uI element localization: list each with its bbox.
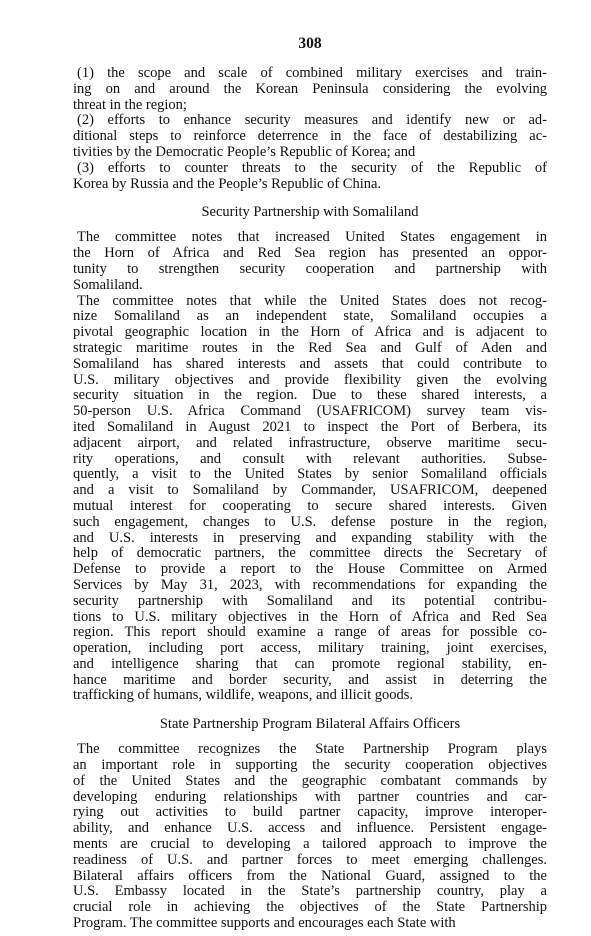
- page-body: [73, 66, 547, 932]
- text-line: ditional steps to reinforce deterrence in the face of destabilizing ac-: [73, 129, 547, 145]
- text-line: (1) the scope and scale of combined military exercises and train-: [77, 66, 547, 81]
- text-line: readiness of U.S. and partner forces to meet emerging challenges.: [73, 852, 547, 868]
- text-line: security partnership with Somaliland and its potential contribu-: [73, 593, 547, 609]
- section-heading: State Partnership Program Bilateral Affairs Officers: [159, 716, 461, 733]
- text-line: Bilateral affairs officers from the National Guard, assigned to the: [73, 868, 547, 884]
- text-line: crucial role in achieving the objectives of the State Partnership: [73, 900, 547, 916]
- text-line: tivities by the Democratic People’s Republic of Korea; and: [73, 144, 416, 160]
- text-line: region. This report should examine a range of areas for possible co-: [73, 625, 547, 641]
- text-line: tions to U.S. military objectives in the Horn of Africa and Red Sea: [73, 609, 547, 625]
- text-line: Somaliland has shared interests and assets that could contribute to: [73, 356, 547, 372]
- text-line: rity operations, and consult with relevant authorities. Subse-: [73, 451, 547, 467]
- text-line: help of democratic partners, the committee directs the Secretary of: [73, 546, 547, 562]
- document-page: [73, 34, 547, 932]
- text-line: The committee recognizes the State Partnership Program plays: [77, 742, 547, 758]
- text-line: quently, a visit to the United States by senior Somaliland officials: [73, 467, 547, 483]
- text-line: (2) efforts to enhance security measures and identify new or ad-: [77, 113, 547, 129]
- text-line: ments are crucial to developing a tailored approach to improve the: [73, 837, 547, 853]
- text-line: mutual interest for cooperating to secure shared interests. Given: [73, 498, 547, 514]
- text-line: hance maritime and border security, and assist in deterring the: [73, 672, 547, 688]
- text-line: U.S. Embassy located in the State’s partnership country, play a: [73, 884, 547, 900]
- text-line: such engagement, changes to U.S. defense posture in the region,: [73, 514, 547, 530]
- text-line: Somaliland.: [73, 277, 143, 293]
- list-item: [73, 66, 547, 113]
- text-line: rying out activities to build partner capacity, improve interoper-: [73, 805, 547, 821]
- text-line: Services by May 31, 2023, with recommendations for expanding the: [73, 577, 547, 593]
- text-line: and U.S. interests in preserving and expanding stability with the: [73, 530, 547, 546]
- paragraph: [73, 230, 547, 293]
- text-line: ability, and enhance U.S. access and influence. Persistent engage-: [73, 821, 547, 837]
- paragraph: [73, 294, 547, 705]
- text-line: of the United States and the geographic combatant commands by: [73, 773, 547, 789]
- text-line: and a visit to Somaliland by Commander, USAFRICOM, deepened: [73, 483, 547, 499]
- text-line: 50-person U.S. Africa Command (USAFRICOM) survey team vis-: [73, 404, 547, 420]
- text-line: tunity to strengthen security cooperation and partnership with: [73, 261, 547, 277]
- text-line: trafficking of humans, wildlife, weapons, and illicit goods.: [73, 688, 414, 704]
- text-line: threat in the region;: [73, 97, 187, 113]
- text-line: an important role in supporting the security cooperation objectives: [73, 758, 547, 774]
- text-line: Defense to provide a report to the House Committee on Armed: [73, 562, 547, 578]
- paragraph: [73, 742, 547, 932]
- text-line: U.S. military objectives and provide flexibility given the evolving: [73, 372, 547, 388]
- text-line: strategic maritime routes in the Red Sea and Gulf of Aden and: [73, 340, 547, 356]
- text-line: developing enduring relationships with partner countries and car-: [73, 789, 547, 805]
- text-line: adjacent airport, and related infrastructure, observe maritime secu-: [73, 435, 547, 451]
- page-number: 308: [298, 35, 322, 52]
- text-line: ing on and around the Korean Peninsula considering the evolving: [73, 81, 547, 97]
- text-line: and intelligence sharing that can promote regional stability, en-: [73, 656, 547, 672]
- text-line: operation, including port access, military training, joint exercises,: [73, 641, 547, 657]
- text-line: pivotal geographic location in the Horn of Africa and is adjacent to: [73, 325, 547, 341]
- text-line: The committee notes that increased United States engagement in: [77, 230, 547, 246]
- text-line: Program. The committee supports and encourages each State with: [73, 916, 456, 932]
- text-line: The committee notes that while the United States does not recog-: [77, 293, 547, 309]
- text-line: the Horn of Africa and Red Sea region has presented an oppor-: [73, 246, 547, 262]
- list-item: [73, 161, 547, 193]
- text-line: ited Somaliland in August 2021 to inspect the Port of Berbera, its: [73, 419, 547, 435]
- text-line: Korea by Russia and the People’s Republic of China.: [73, 176, 382, 192]
- text-line: (3) efforts to counter threats to the security of the Republic of: [77, 160, 547, 176]
- section-heading: Security Partnership with Somaliland: [201, 204, 419, 221]
- list-item: [73, 113, 547, 160]
- text-line: security situation in the region. Due to these shared interests, a: [73, 388, 547, 404]
- text-line: nize Somaliland as an independent state, Somaliland occupies a: [73, 309, 547, 325]
